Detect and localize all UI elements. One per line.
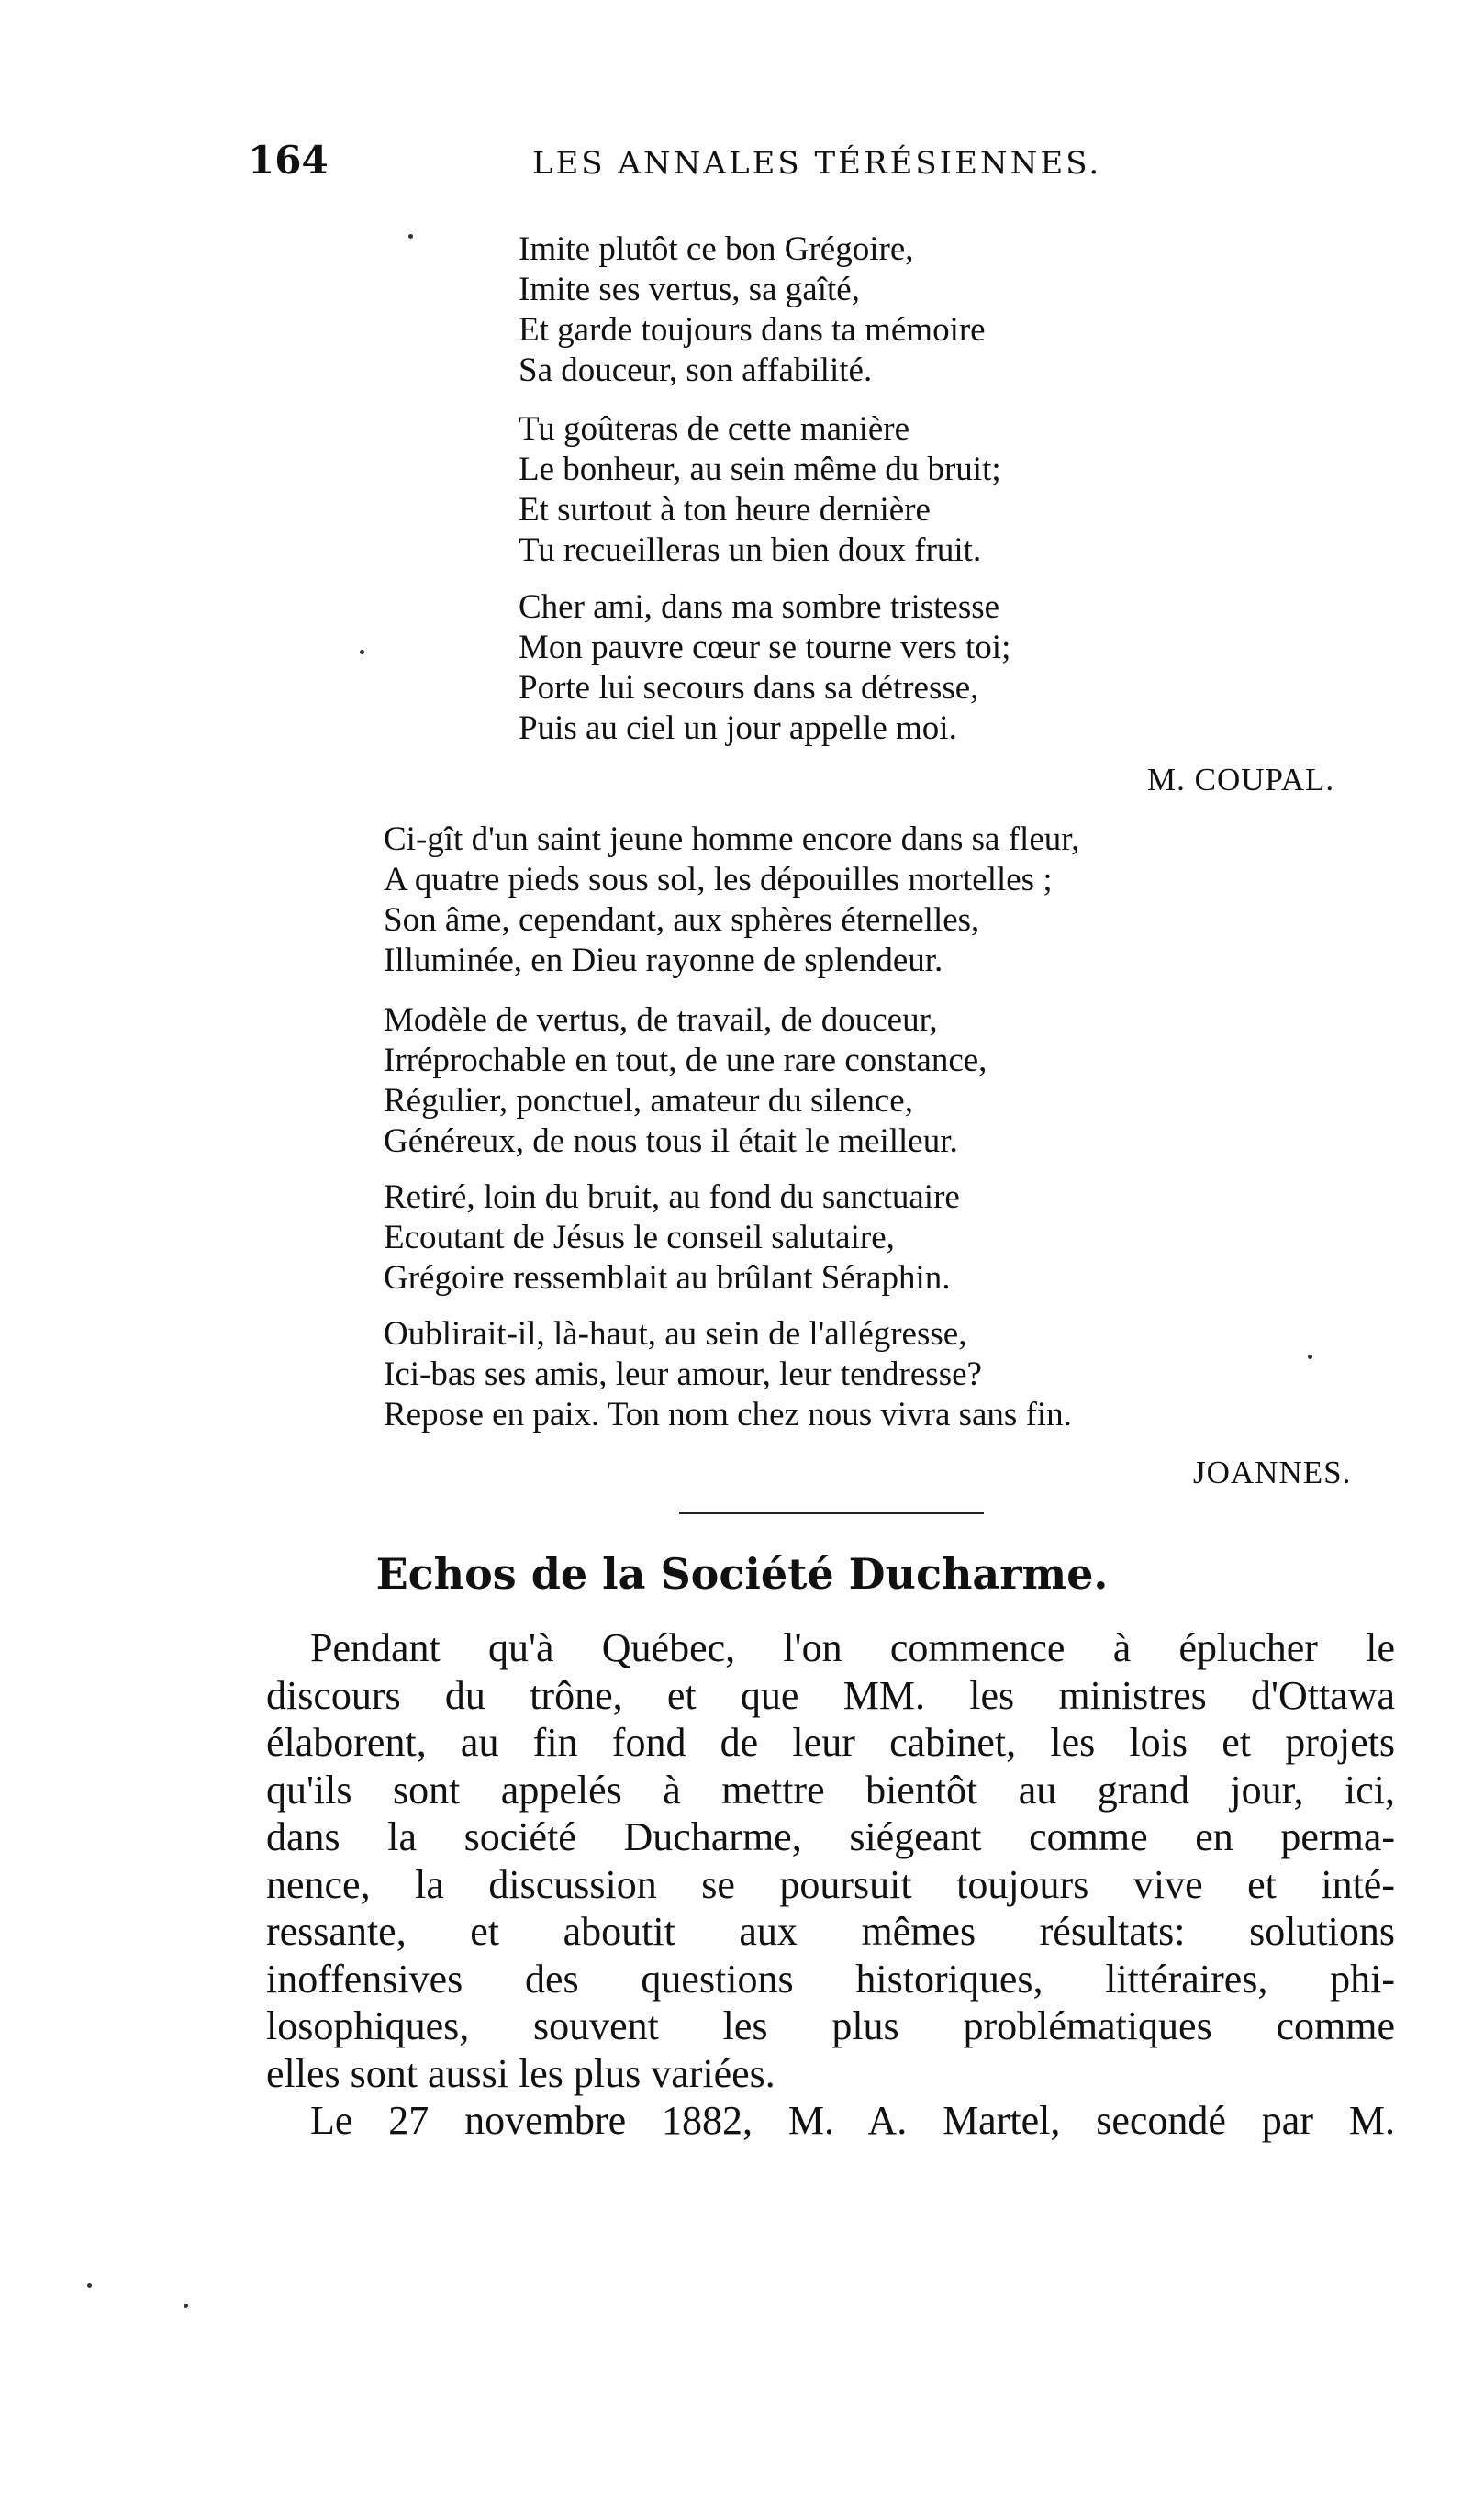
poem1-signature: M. COUPAL. — [1147, 762, 1335, 798]
paragraph-line: Pendant qu'à Québec, l'on commence à éplucher le — [310, 1625, 1395, 1670]
verse-line: Cher ami, dans ma sombre tristesse — [519, 588, 1000, 626]
verse-line: Retiré, loin du bruit, au fond du sanctuaire — [384, 1178, 960, 1216]
verse-line: Tu recueilleras un bien doux fruit. — [519, 531, 982, 569]
verse-line: Repose en paix. Ton nom chez nous vivra sans fin. — [384, 1396, 1072, 1433]
paragraph-line: losophiques, souvent les plus problématiques comme — [266, 2003, 1395, 2048]
verse-line: Et surtout à ton heure dernière — [519, 491, 931, 529]
poem1-stanza — [519, 409, 1001, 571]
paragraph-line: élaborent, au fin fond de leur cabinet, les lois et projets — [266, 1720, 1395, 1765]
verse-line: Irréprochable en tout, de une rare constance, — [384, 1042, 987, 1079]
section-divider — [679, 1512, 984, 1514]
verse-line: Modèle de vertus, de travail, de douceur, — [384, 1001, 938, 1039]
verse-line: Mon pauvre cœur se tourne vers toi; — [519, 629, 1011, 666]
verse-line: A quatre pieds sous sol, les dépouilles mortelles ; — [384, 861, 1053, 898]
verse-line: Et garde toujours dans ta mémoire — [519, 311, 986, 349]
paragraph-line: qu'ils sont appelés à mettre bientôt au grand jour, ici, — [266, 1767, 1395, 1813]
verse-line: Imite plutôt ce bon Grégoire, — [519, 230, 914, 268]
print-speck — [1308, 1355, 1312, 1359]
paragraph-line: nence, la discussion se poursuit toujours vive et inté- — [266, 1861, 1395, 1907]
verse-line: Son âme, cependant, aux sphères éternelles, — [384, 901, 980, 939]
verse-line: Ecoutant de Jésus le conseil salutaire, — [384, 1219, 895, 1256]
verse-line: Le bonheur, au sein même du bruit; — [519, 451, 1001, 488]
section-paragraph — [266, 1624, 1395, 2145]
verse-line: Illuminée, en Dieu rayonne de splendeur. — [384, 942, 943, 979]
section-title: Echos de la Société Ducharme. — [375, 1549, 1109, 1599]
paragraph-line: discours du trône, et que MM. les ministres d'Ottawa — [266, 1672, 1395, 1718]
print-speck — [408, 234, 413, 239]
verse-line: Généreux, de nous tous il était le meilleur. — [384, 1122, 958, 1160]
poem2-stanza — [384, 1314, 1072, 1435]
verse-line: Ci-gît d'un saint jeune homme encore dans sa fleur, — [384, 820, 1080, 858]
verse-line: Oublirait-il, là-haut, au sein de l'allégresse, — [384, 1315, 967, 1353]
paragraph-line: elles sont aussi les plus variées. — [266, 2050, 775, 2096]
print-speck — [87, 2283, 92, 2288]
verse-line: Imite ses vertus, sa gaîté, — [519, 271, 860, 308]
page-header — [248, 138, 1386, 193]
poem2-stanza — [384, 1000, 987, 1162]
verse-line: Grégoire ressemblait au brûlant Séraphin. — [384, 1259, 951, 1297]
paragraph-line: ressante, et aboutit aux mêmes résultats: solutions — [266, 1909, 1395, 1954]
paragraph-line: Le 27 novembre 1882, M. A. Martel, secondé par M. — [310, 2098, 1395, 2143]
poem1-stanza — [519, 229, 986, 391]
poem2-signature: JOANNES. — [1193, 1455, 1352, 1490]
paragraph-line: dans la société Ducharme, siégeant comme en perma- — [266, 1814, 1395, 1859]
running-title: LES ANNALES TÉRÉSIENNES. — [531, 145, 1102, 182]
verse-line: Régulier, ponctuel, amateur du silence, — [384, 1082, 913, 1120]
paragraph-line: inoffensives des questions historiques, littéraires, phi- — [266, 1956, 1395, 2002]
poem1-stanza — [519, 587, 1010, 749]
poem2-stanza — [384, 1177, 960, 1299]
print-speck — [184, 2304, 188, 2308]
verse-line: Sa douceur, son affabilité. — [519, 351, 873, 389]
print-speck — [360, 650, 364, 654]
verse-line: Tu goûteras de cette manière — [519, 410, 910, 448]
verse-line: Puis au ciel un jour appelle moi. — [519, 709, 957, 747]
verse-line: Ici-bas ses amis, leur amour, leur tendresse? — [384, 1355, 982, 1393]
page-number: 164 — [248, 138, 329, 183]
poem2-stanza — [384, 820, 1079, 981]
verse-line: Porte lui secours dans sa détresse, — [519, 669, 979, 707]
